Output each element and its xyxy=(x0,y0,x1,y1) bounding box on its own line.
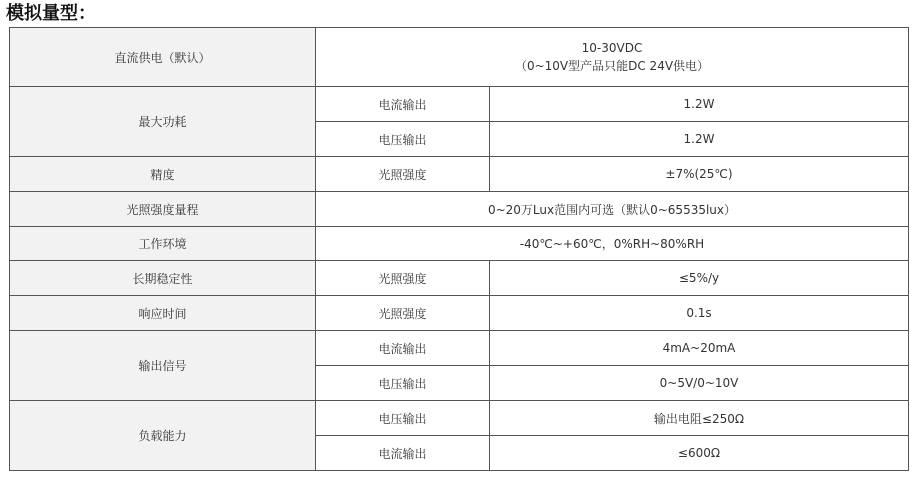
row-value: 0~20万Lux范围内可选（默认0~65535lux） xyxy=(316,192,909,227)
row-value xyxy=(316,28,909,87)
row-value: ≤600Ω xyxy=(490,436,909,471)
row-label: 精度 xyxy=(10,157,316,192)
value-note: （0~10V型产品只能DC 24V供电） xyxy=(514,59,710,73)
row-value: ±7%(25℃) xyxy=(490,157,909,192)
table-row xyxy=(10,157,909,192)
sub-label: 光照强度 xyxy=(316,261,490,296)
row-value: 输出电阻≤250Ω xyxy=(490,401,909,436)
sub-label: 电压输出 xyxy=(316,366,490,401)
row-value: 4mA~20mA xyxy=(490,331,909,366)
row-label: 工作环境 xyxy=(10,227,316,261)
row-label: 响应时间 xyxy=(10,296,316,331)
sub-label: 电流输出 xyxy=(316,331,490,366)
row-value: 0.1s xyxy=(490,296,909,331)
row-value: ≤5%/y xyxy=(490,261,909,296)
row-label: 输出信号 xyxy=(10,331,316,401)
table-row xyxy=(10,331,909,366)
row-value: 0~5V/0~10V xyxy=(490,366,909,401)
sub-label: 电压输出 xyxy=(316,401,490,436)
sub-label: 电流输出 xyxy=(316,436,490,471)
table-row xyxy=(10,296,909,331)
row-value: 1.2W xyxy=(490,87,909,122)
spec-table xyxy=(9,27,909,471)
sub-label: 光照强度 xyxy=(316,157,490,192)
row-label: 长期稳定性 xyxy=(10,261,316,296)
table-row xyxy=(10,87,909,122)
sub-label: 电流输出 xyxy=(316,87,490,122)
row-value: -40℃~+60℃，0%RH~80%RH xyxy=(316,227,909,261)
table-row xyxy=(10,227,909,261)
sub-label: 电压输出 xyxy=(316,122,490,157)
section-title: 模拟量型： xyxy=(6,3,96,24)
value-line: 10-30VDC xyxy=(581,41,643,55)
table-row xyxy=(10,261,909,296)
row-label: 最大功耗 xyxy=(10,87,316,157)
row-label: 直流供电（默认） xyxy=(10,28,316,87)
table-row xyxy=(10,401,909,436)
row-value: 1.2W xyxy=(490,122,909,157)
table-row xyxy=(10,192,909,227)
table-row xyxy=(10,28,909,87)
row-label: 光照强度量程 xyxy=(10,192,316,227)
sub-label: 光照强度 xyxy=(316,296,490,331)
row-label: 负载能力 xyxy=(10,401,316,471)
